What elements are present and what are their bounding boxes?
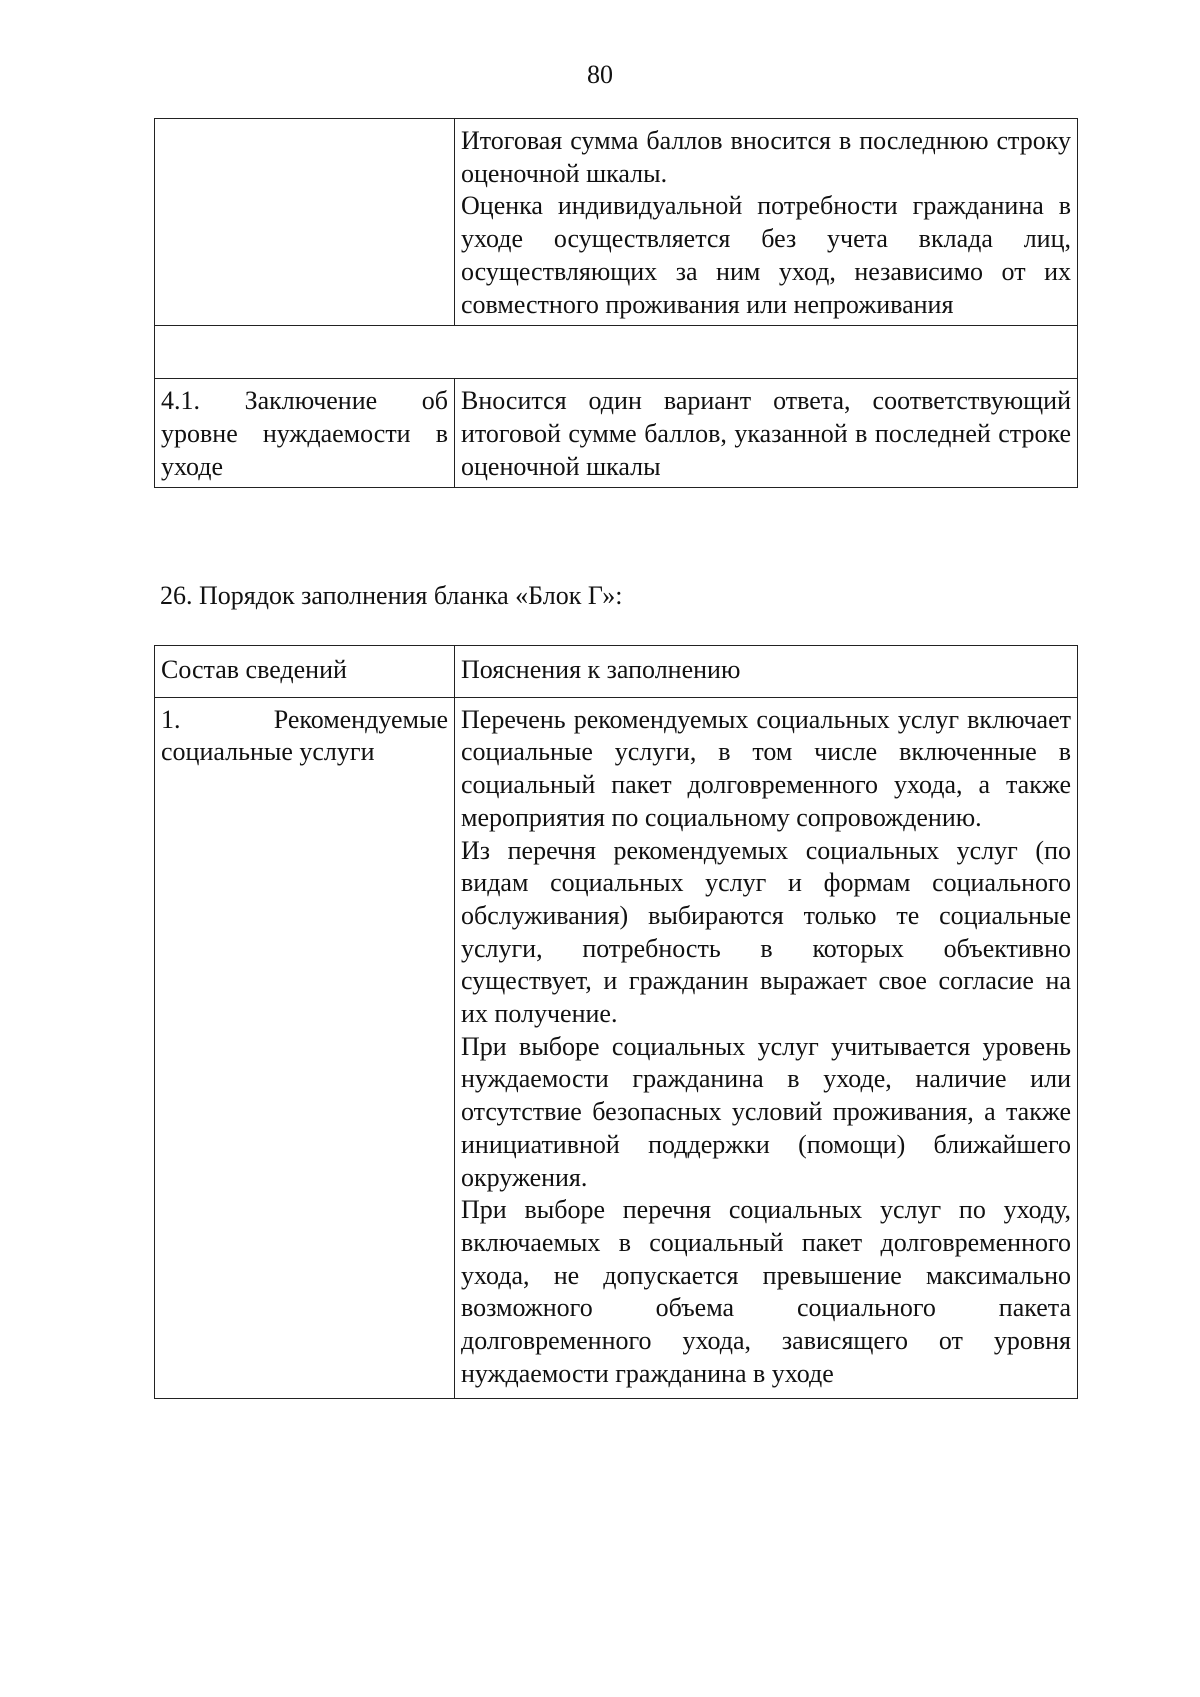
paragraph: При выборе социальных услуг учитывается уровень нуждаемости гражданина в уходе, наличие или отсутствие безопасных условий проживания, а также инициативной поддержки (помощи) ближайшего окружения. [461,1031,1071,1192]
table-cell-left: 1. Рекомендуемые социальные услуги [155,697,455,1399]
block-g-instructions-table [154,645,1078,1399]
instructions-table-continued [154,118,1078,488]
table-cell-left [155,119,455,326]
table-cell-empty [155,326,1078,379]
paragraph: Итоговая сумма баллов вносится в последнюю строку оценочной шкалы. [461,126,1071,188]
table-row [155,697,1078,1399]
table-row [155,379,1078,488]
table-row-empty [155,326,1078,379]
table-cell-right [455,379,1078,488]
column-header-explanations: Пояснения к заполнению [455,646,1078,698]
paragraph: При выборе перечня социальных услуг по уходу, включаемых в социальный пакет долговременного ухода, не допускается превышение максимально возможного объема социального пакета долговременного ухода, зависящего от уровня нуждаемости гражданина в уходе [461,1195,1071,1388]
table-cell-left: 4.1. Заключение об уровне нуждаемости в уходе [155,379,455,488]
paragraph: Оценка индивидуальной потребности гражданина в уходе осуществляется без учета вклада лиц, осуществляющих за ним уход, независимо от их совместного проживания или непроживания [461,191,1071,319]
table-row [155,119,1078,326]
table-header-row [155,646,1078,698]
paragraph: Из перечня рекомендуемых социальных услуг (по видам социальных услуг и формам социального обслуживания) выбираются только те социальные услуги, потребность в которых объективно существует, и гражданин выражает свое согласие на их получение. [461,835,1071,1029]
paragraph: Вносится один вариант ответа, соответствующий итоговой сумме баллов, указанной в последней строке оценочной шкалы [461,386,1071,481]
table-cell-right [455,697,1078,1399]
paragraph: Перечень рекомендуемых социальных услуг включает социальные услуги, в том числе включенные в социальный пакет долговременного ухода, а также мероприятия по социальному сопровождению. [461,704,1071,832]
table-cell-right [455,119,1078,326]
page-number: 80 [587,60,613,89]
section-heading: 26. Порядок заполнения бланка «Блок Г»: [160,581,623,610]
column-header-composition: Состав сведений [155,646,455,698]
